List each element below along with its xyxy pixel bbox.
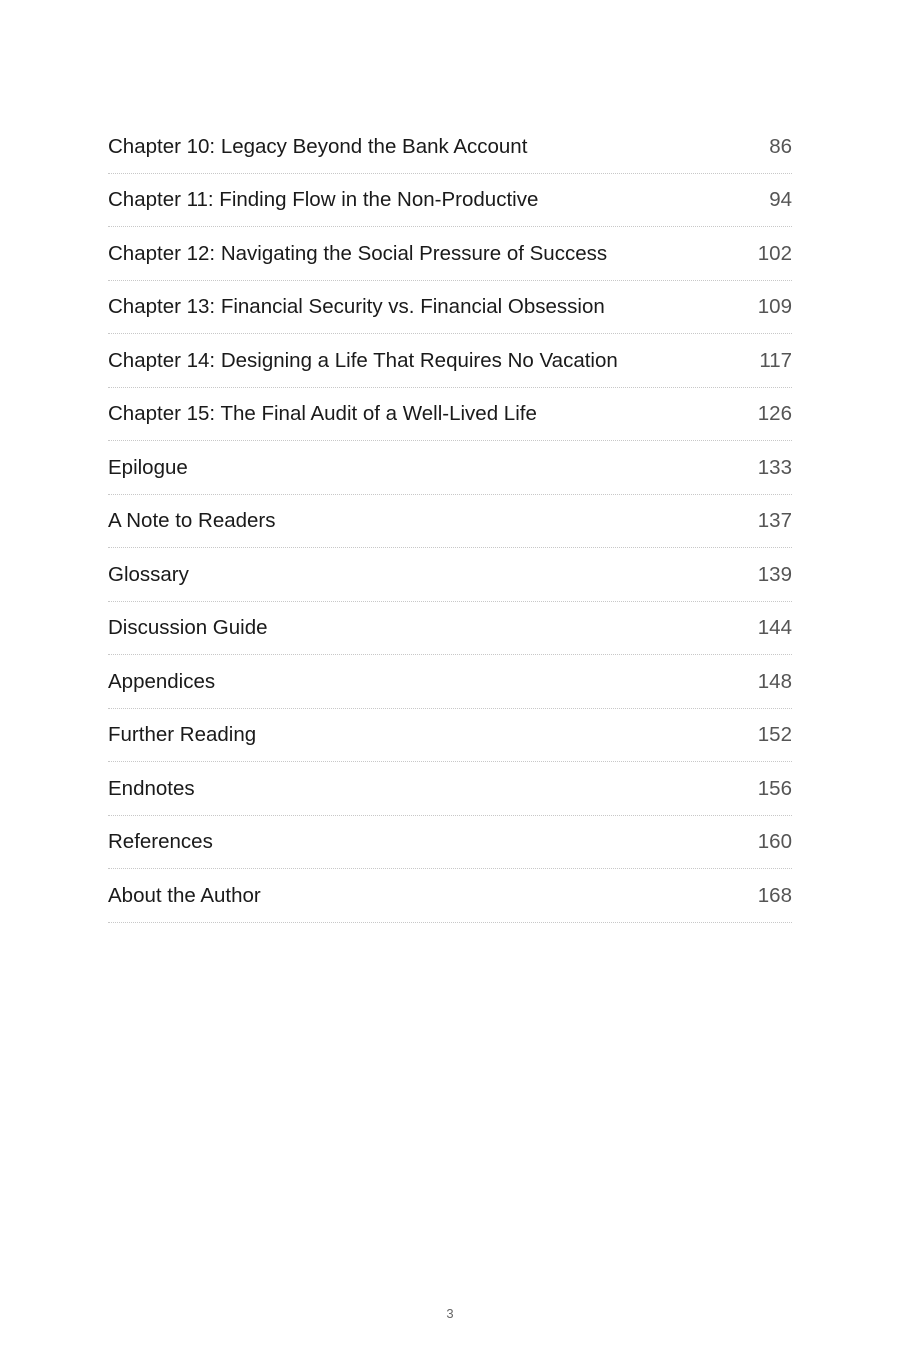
toc-entry-page: 156: [757, 776, 792, 800]
toc-entry-title: Chapter 14: Designing a Life That Requires No Vacation: [108, 348, 618, 372]
toc-entry-title: Endnotes: [108, 776, 195, 800]
toc-entry-title: Further Reading: [108, 723, 257, 747]
toc-entry-page: 139: [757, 562, 792, 586]
toc-entry[interactable]: [108, 388, 792, 442]
toc-entry-title: Epilogue: [108, 455, 188, 479]
toc-entry-page: 152: [757, 723, 792, 747]
table-of-contents: [108, 120, 792, 923]
toc-entry[interactable]: [108, 334, 792, 388]
toc-entry-title: A Note to Readers: [108, 509, 276, 533]
toc-entry-title: About the Author: [108, 883, 261, 907]
toc-entry-title: Chapter 12: Navigating the Social Pressure of Success: [108, 241, 608, 265]
toc-entry-title: Chapter 15: The Final Audit of a Well-Lived Life: [108, 402, 537, 426]
toc-entry[interactable]: [108, 120, 792, 174]
toc-entry-title: Chapter 10: Legacy Beyond the Bank Account: [108, 134, 528, 158]
toc-entry-page: 117: [759, 348, 792, 372]
toc-entry[interactable]: [108, 495, 792, 549]
toc-entry[interactable]: [108, 548, 792, 602]
toc-entry[interactable]: [108, 441, 792, 495]
toc-entry-title: Chapter 11: Finding Flow in the Non-Productive: [108, 188, 539, 212]
toc-entry-page: 137: [757, 509, 792, 533]
toc-entry-title: References: [108, 830, 213, 854]
toc-entry-page: 148: [757, 669, 792, 693]
toc-entry-page: 144: [757, 616, 792, 640]
toc-entry[interactable]: [108, 709, 792, 763]
toc-entry-title: Chapter 13: Financial Security vs. Financial Obsession: [108, 295, 605, 319]
toc-entry[interactable]: [108, 602, 792, 656]
toc-entry-title: Appendices: [108, 669, 216, 693]
toc-entry-title: Glossary: [108, 562, 189, 586]
page-number: 3: [446, 1306, 454, 1321]
toc-entry-page: 160: [757, 830, 792, 854]
toc-entry[interactable]: [108, 655, 792, 709]
toc-entry[interactable]: [108, 227, 792, 281]
toc-entry-page: 86: [769, 134, 792, 158]
toc-entry[interactable]: [108, 762, 792, 816]
toc-entry[interactable]: [108, 174, 792, 228]
toc-entry-page: 102: [757, 241, 792, 265]
toc-entry-page: 126: [757, 402, 792, 426]
toc-entry-page: 109: [757, 295, 792, 319]
toc-entry-page: 168: [757, 883, 792, 907]
toc-entry-title: Discussion Guide: [108, 616, 268, 640]
toc-entry[interactable]: [108, 869, 792, 923]
toc-entry-page: 133: [757, 455, 792, 479]
toc-entry-page: 94: [769, 188, 792, 212]
toc-entry[interactable]: [108, 816, 792, 870]
toc-entry[interactable]: [108, 281, 792, 335]
